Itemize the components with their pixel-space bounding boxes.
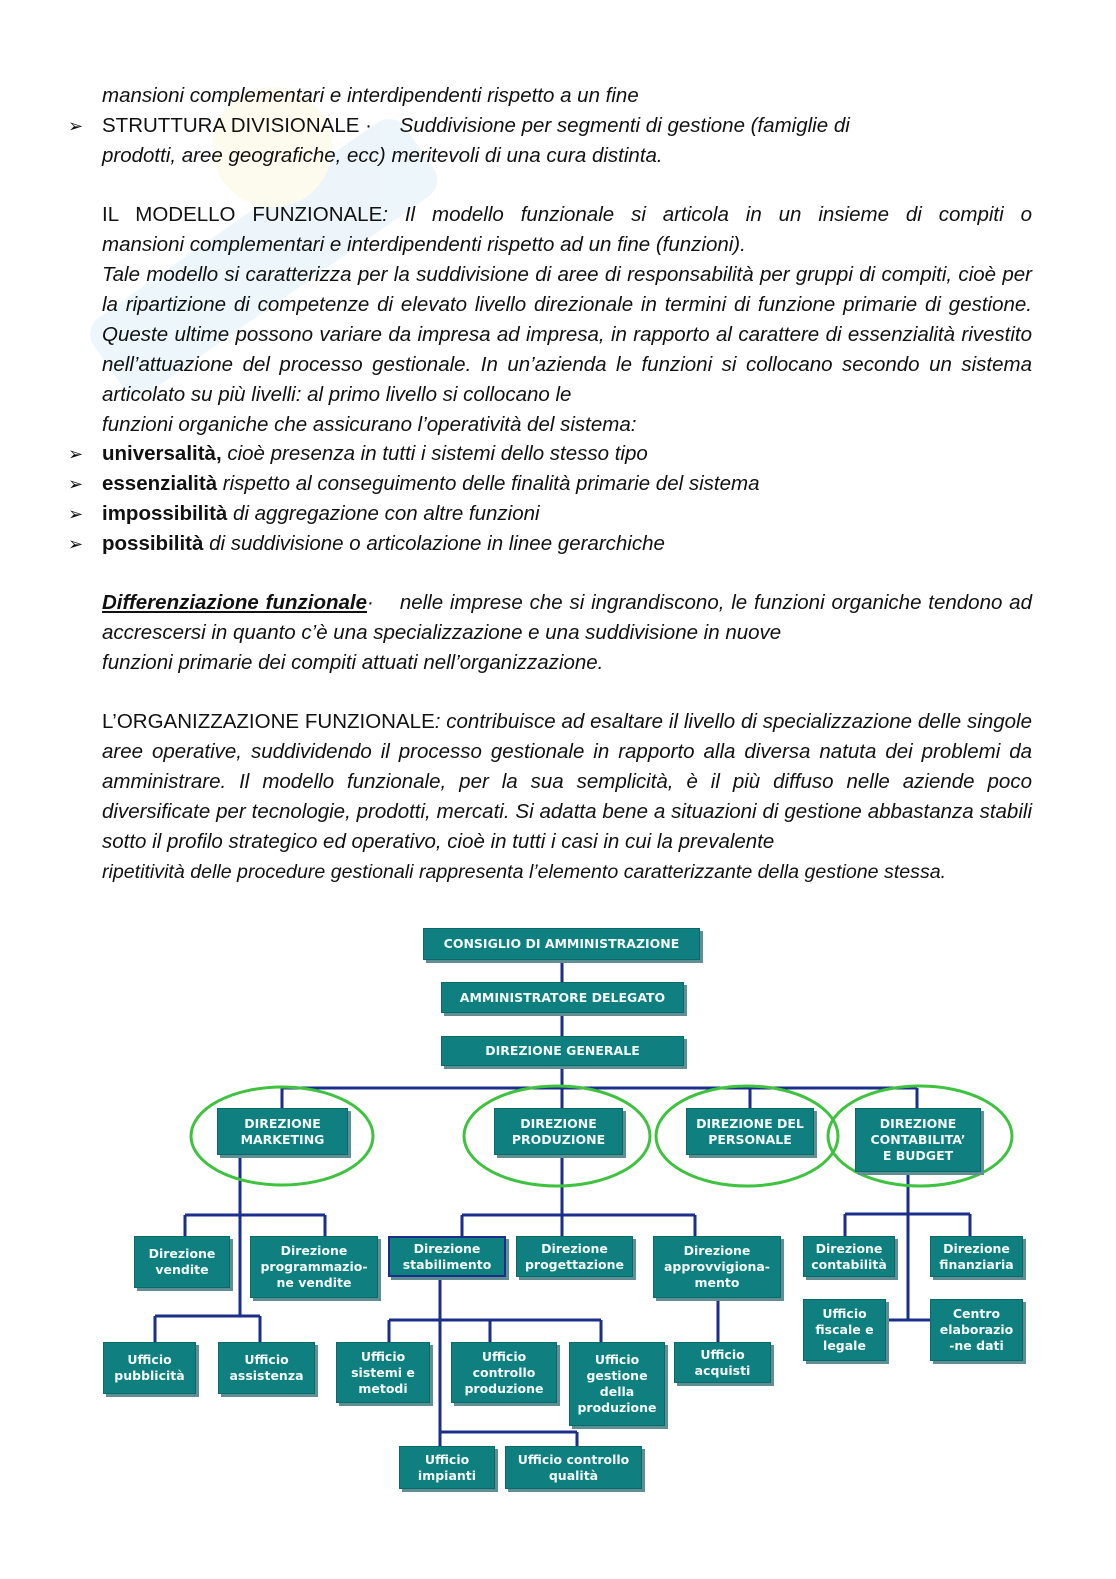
differentiation-last-line: funzioni primarie dei compiti attuati nell’organizzazione. (102, 651, 604, 674)
box-ufficio-controllo-produzione: Ufficio controllo produzione (451, 1342, 557, 1403)
organization-last-line: ripetitività delle procedure gestionali rappresenta l’elemento caratterizzante della gestione stessa. (102, 861, 947, 883)
differentiation-title: Differenziazione funzionale (102, 591, 367, 614)
list-item: possibilità di suddivisione o articolazione in linee gerarchiche (102, 532, 665, 555)
box-ufficio-assistenza: Ufficio assistenza (218, 1342, 315, 1394)
bullet-arrow: ➢ (68, 444, 84, 464)
list-item: universalità, cioè presenza in tutti i sistemi dello stesso tipo (102, 442, 648, 465)
box-direzione-approvvigionamento: Direzione approvvigiona- mento (653, 1236, 781, 1298)
divisional-title: STRUTTURA DIVISIONALE (102, 114, 360, 137)
functional-model-title: IL MODELLO FUNZIONALE (102, 203, 383, 226)
intro-line: mansioni complementari e interdipendenti rispetto a un fine (102, 84, 639, 107)
box-direzione-personale: DIREZIONE DEL PERSONALE (686, 1108, 814, 1155)
bullet-arrow: ➢ (68, 116, 84, 136)
box-direzione-contabilita-2: Direzione contabilità (803, 1236, 895, 1277)
box-ufficio-pubblicita: Ufficio pubblicità (103, 1342, 196, 1394)
box-direzione-contabilita: DIREZIONE CONTABILITA’ E BUDGET (855, 1108, 981, 1172)
box-ufficio-sistemi-metodi: Ufficio sistemi e metodi (336, 1342, 430, 1403)
box-direzione-programmazione-vendite: Direzione programmazio- ne vendite (250, 1236, 378, 1298)
bullet-arrow: ➢ (68, 474, 84, 494)
organization-title: L’ORGANIZZAZIONE FUNZIONALE (102, 710, 435, 733)
differentiation-sep: · (366, 591, 374, 614)
divisional-sep: · (365, 114, 372, 137)
functional-model-line2: mansioni complementari e interdipendenti rispetto ad un fine (funzioni). (102, 233, 746, 256)
list-item: impossibilità di aggregazione con altre funzioni (102, 502, 540, 525)
box-direzione-generale: DIREZIONE GENERALE (441, 1036, 684, 1066)
functional-model-last-line: funzioni organiche che assicurano l’operatività del sistema: (102, 413, 637, 436)
divisional-text-2: prodotti, aree geografiche, ecc) meritevoli di una cura distinta. (102, 144, 663, 167)
box-consiglio-amministrazione: CONSIGLIO DI AMMINISTRAZIONE (423, 928, 700, 960)
organization-paragraph: : contribuisce ad esaltare il livello di specializzazione delle singole aree operative, suddividendo il processo gestionale in rapporto alla diversa natuta dei problemi da amministrare. Il modello funzionale, per la sua semplicità, è il più diffuso nelle aziende poco diversificate per tecnologie, prodotti, mercati. Si adatta bene a situazioni di gestione abbastanza stabili sotto il profilo strategico ed operativo, cioè in tutti i casi in cui la prevalente (102, 710, 1032, 853)
box-direzione-stabilimento: Direzione stabilimento (388, 1236, 506, 1277)
box-ufficio-gestione-produzione: Ufficio gestione della produzione (569, 1342, 665, 1426)
differentiation-paragraph: nelle imprese che si ingrandiscono, le funzioni organiche tendono ad accrescersi in quanto c’è una specializzazione e una suddivisione in nuove (102, 591, 1032, 644)
divisional-text-1: Suddivisione per segmenti di gestione (famiglie di (399, 114, 850, 137)
box-direzione-vendite: Direzione vendite (134, 1236, 230, 1288)
box-ufficio-acquisti: Ufficio acquisti (674, 1342, 771, 1383)
box-direzione-finanziaria: Direzione finanziaria (930, 1236, 1023, 1277)
box-ufficio-impianti: Ufficio impianti (399, 1446, 495, 1489)
functional-model-paragraph: Tale modello si caratterizza per la suddivisione di aree di responsabilità per gruppi di compiti, cioè per la ripartizione di competenze di elevato livello direzionale in termini di funzione primarie di gestione. Queste ultime possono variare da impresa ad impresa, in rapporto al carattere di essenzialità rivestito nell’attuazione del processo gestionale. In un’azienda le funzioni si collocano secondo un sistema articolato su più livelli: al primo livello si collocano le (102, 263, 1032, 406)
functional-model-line1: : Il modello funzionale si articola in un insieme di compiti o (382, 203, 1032, 226)
list-item: essenzialità rispetto al conseguimento delle finalità primarie del sistema (102, 472, 760, 495)
box-direzione-marketing: DIREZIONE MARKETING (217, 1108, 348, 1155)
bullet-arrow: ➢ (68, 504, 84, 524)
box-centro-elaborazione-dati: Centro elaborazio -ne dati (930, 1299, 1023, 1361)
box-direzione-produzione: DIREZIONE PRODUZIONE (494, 1108, 623, 1155)
box-ufficio-controllo-qualita: Ufficio controllo qualità (505, 1446, 642, 1489)
box-ufficio-fiscale-legale: Ufficio fiscale e legale (803, 1299, 886, 1361)
box-amministratore-delegato: AMMINISTRATORE DELEGATO (441, 982, 684, 1013)
box-direzione-progettazione: Direzione progettazione (516, 1236, 633, 1277)
bullet-arrow: ➢ (68, 534, 84, 554)
